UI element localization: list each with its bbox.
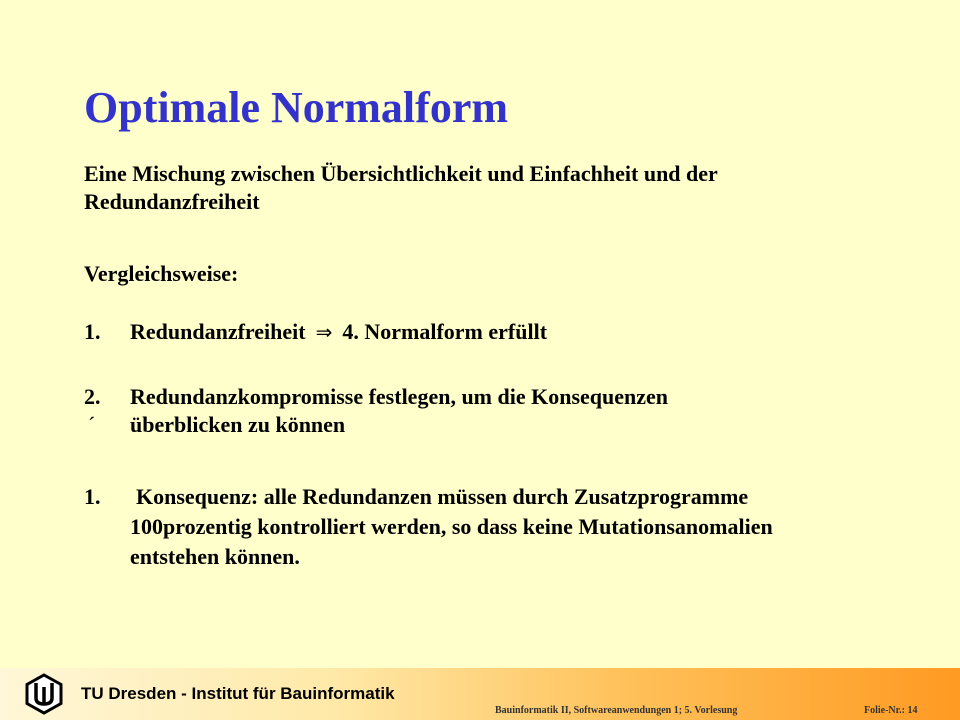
list-item-text	[130, 318, 547, 346]
intro-line-1: Eine Mischung zwischen Übersichtlichkeit und Einfachheit und der	[84, 161, 718, 186]
list-item-line-2: 100prozentig kontrolliert werden, so dass keine Mutationsanomalien	[130, 514, 773, 539]
footer-course: Bauinformatik II, Softwareanwendungen 1; 5. Vorlesung	[495, 705, 738, 716]
list-item-line-2: überblicken zu können	[130, 412, 346, 437]
implies-arrow-icon: ⇒	[315, 320, 333, 344]
intro-paragraph	[84, 160, 718, 216]
list-item-line-1: Konsequenz: alle Redundanzen müssen durch Zusatzprogramme	[136, 484, 749, 509]
footer-institute: TU Dresden - Institut für Bauinformatik	[81, 684, 395, 703]
footer-slide-number: Folie-Nr.: 14	[864, 705, 918, 716]
intro-line-2: Redundanzfreiheit	[84, 189, 260, 214]
list-item-number: 2.	[84, 384, 101, 409]
list-item-number: 1.	[84, 319, 101, 344]
list-item-text-after-arrow: 4. Normalform erfüllt	[342, 319, 548, 344]
list-item-number: 1.	[84, 484, 101, 509]
comparison-label: Vergleichsweise:	[84, 261, 239, 286]
slide-title: Optimale Normalform	[84, 83, 508, 132]
list-item-text-before-arrow: Redundanzfreiheit	[130, 319, 306, 344]
list-item-line-3: entstehen können.	[130, 544, 300, 569]
list-item-line-1: Redundanzkompromisse festlegen, um die Konsequenzen	[130, 384, 669, 409]
stray-mark: ´	[88, 412, 96, 437]
tu-dresden-logo-icon	[22, 672, 66, 716]
